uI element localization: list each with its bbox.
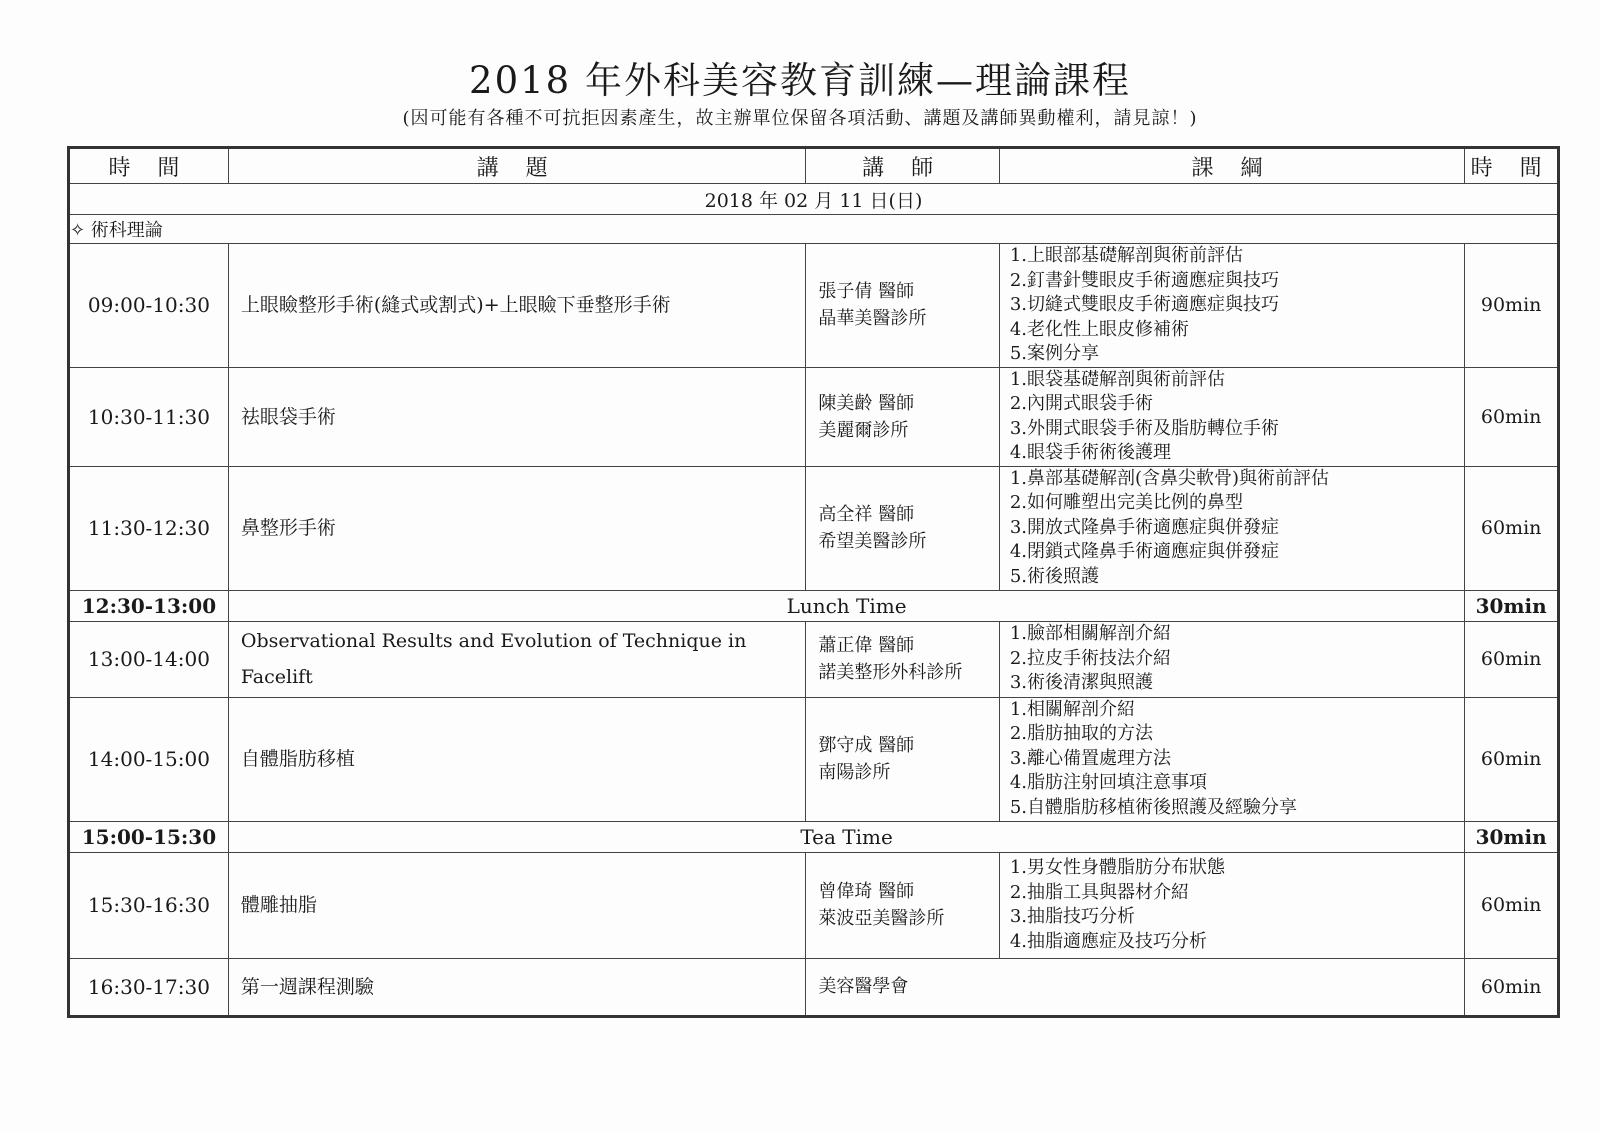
header-row [69,148,1559,184]
outline-item: 2.抽脂工具與器材介紹 [1009,881,1190,903]
session-duration: 60min [1465,466,1559,590]
session-topic: 祛眼袋手術 [228,367,805,466]
table-row [69,244,1559,368]
table-row [69,367,1559,466]
session-outline [999,466,1464,590]
outline-item: 4.脂肪注射回填注意事項 [1009,772,1208,794]
outline-item: 3.外開式眼袋手術及脂肪轉位手術 [1009,417,1280,439]
outline-item: 3.抽脂技巧分析 [1009,906,1136,927]
session-topic: 體雕抽脂 [228,852,805,958]
outline-item: 3.切縫式雙眼皮手術適應症與技巧 [1009,294,1280,315]
header-topic: 講 題 [228,148,805,184]
header-duration: 時 間 [1465,148,1559,184]
speaker-name: 高全祥 醫師 [818,504,915,525]
outline-item: 3.離心備置處理方法 [1009,747,1172,769]
break-label: Lunch Time [228,590,1464,621]
session-speaker [806,621,1000,697]
session-topic: 自體脂肪移植 [228,697,805,821]
session-outline [999,367,1464,466]
outline-item: 1.眼袋基礎解剖與術前評估 [1009,368,1226,390]
break-duration: 30min [1465,590,1559,621]
outline-item: 2.拉皮手術技法介紹 [1009,647,1172,669]
session-outline [999,621,1464,697]
lunch-break-row [69,590,1559,621]
speaker-clinic: 萊波亞美醫診所 [818,908,945,929]
speaker-clinic: 希望美醫診所 [818,531,927,552]
table-row [69,958,1559,1016]
outline-item: 4.眼袋手術術後護理 [1009,442,1172,463]
outline-item: 5.術後照護 [1009,565,1100,587]
outline-item: 2.內開式眼袋手術 [1009,393,1154,414]
outline-item: 1.男女性身體脂肪分布狀態 [1009,857,1226,878]
tea-break-row [69,821,1559,852]
outline-item: 3.開放式隆鼻手術適應症與併發症 [1009,516,1280,538]
speaker-name: 張子倩 醫師 [818,281,915,303]
outline-item: 1.相關解剖介紹 [1009,698,1136,720]
session-topic: 上眼瞼整形手術(縫式或割式)+上眼瞼下垂整形手術 [228,244,805,368]
outline-item: 2.脂肪抽取的方法 [1009,723,1154,745]
table-row [69,466,1559,590]
session-duration: 60min [1465,697,1559,821]
date-row [69,184,1559,215]
session-topic: Observational Results and Evolution of Technique in Facelift [228,621,805,697]
page-subtitle: (因可能有各種不可抗拒因素產生，故主辦單位保留各項活動、講題及講師異動權利，請見諒！) [402,108,1198,129]
outline-item: 2.如何雕塑出完美比例的鼻型 [1009,492,1244,514]
speaker-name: 陳美齡 醫師 [818,392,915,414]
outline-item: 1.上眼部基礎解剖與術前評估 [1009,245,1244,266]
speaker-name: 蕭正偉 醫師 [818,635,915,656]
header-speaker: 講 師 [806,148,1000,184]
session-time: 10:30-11:30 [69,367,229,466]
speaker-clinic: 美麗爾診所 [818,419,909,441]
table-row [69,621,1559,697]
session-speaker [806,697,1000,821]
session-outline [999,244,1464,368]
session-speaker [806,466,1000,590]
header-time: 時 間 [69,148,229,184]
session-outline [999,697,1464,821]
session-topic: 第一週課程測驗 [228,958,805,1016]
speaker-clinic: 南陽診所 [818,762,891,783]
session-time: 14:00-15:00 [69,697,229,821]
session-time: 13:00-14:00 [69,621,229,697]
break-time: 12:30-13:00 [69,590,229,621]
section-row [69,215,1559,244]
session-speaker [806,244,1000,368]
session-speaker: 美容醫學會 [806,958,1465,1016]
outline-item: 2.釘書針雙眼皮手術適應症與技巧 [1009,269,1280,291]
section-title: ✧ 術科理論 [69,215,1559,244]
break-duration: 30min [1465,821,1559,852]
session-time: 15:30-16:30 [69,852,229,958]
outline-item: 4.抽脂適應症及技巧分析 [1009,930,1208,952]
session-topic: 鼻整形手術 [228,466,805,590]
table-row [69,697,1559,821]
session-duration: 60min [1465,852,1559,958]
speaker-clinic: 晶華美醫診所 [818,308,927,330]
outline-item: 1.臉部相關解剖介紹 [1009,623,1172,645]
outline-item: 5.自體脂肪移植術後照護及經驗分享 [1009,796,1298,818]
session-duration: 60min [1465,621,1559,697]
outline-item: 4.老化性上眼皮修補術 [1009,318,1190,340]
session-outline [999,852,1464,958]
outline-item: 5.案例分享 [1009,343,1100,364]
schedule-table [67,146,1560,1018]
session-duration: 60min [1465,367,1559,466]
session-speaker [806,852,1000,958]
page-title: 2018 年外科美容教育訓練—理論課程 [469,59,1131,102]
break-label: Tea Time [228,821,1464,852]
outline-item: 3.術後清潔與照護 [1009,672,1154,694]
session-duration: 60min [1465,958,1559,1016]
outline-item: 1.鼻部基礎解剖(含鼻尖軟骨)與術前評估 [1009,467,1330,489]
outline-item: 4.閉鎖式隆鼻手術適應症與併發症 [1009,541,1280,563]
session-time: 11:30-12:30 [69,466,229,590]
session-duration: 90min [1465,244,1559,368]
session-speaker [806,367,1000,466]
session-time: 16:30-17:30 [69,958,229,1016]
session-time: 09:00-10:30 [69,244,229,368]
course-date: 2018 年 02 月 11 日(日) [69,184,1559,215]
speaker-name: 鄧守成 醫師 [818,735,915,756]
speaker-clinic: 諾美整形外科診所 [818,662,963,683]
break-time: 15:00-15:30 [69,821,229,852]
speaker-name: 曾偉琦 醫師 [818,881,915,902]
table-row [69,852,1559,958]
header-outline: 課 綱 [999,148,1464,184]
